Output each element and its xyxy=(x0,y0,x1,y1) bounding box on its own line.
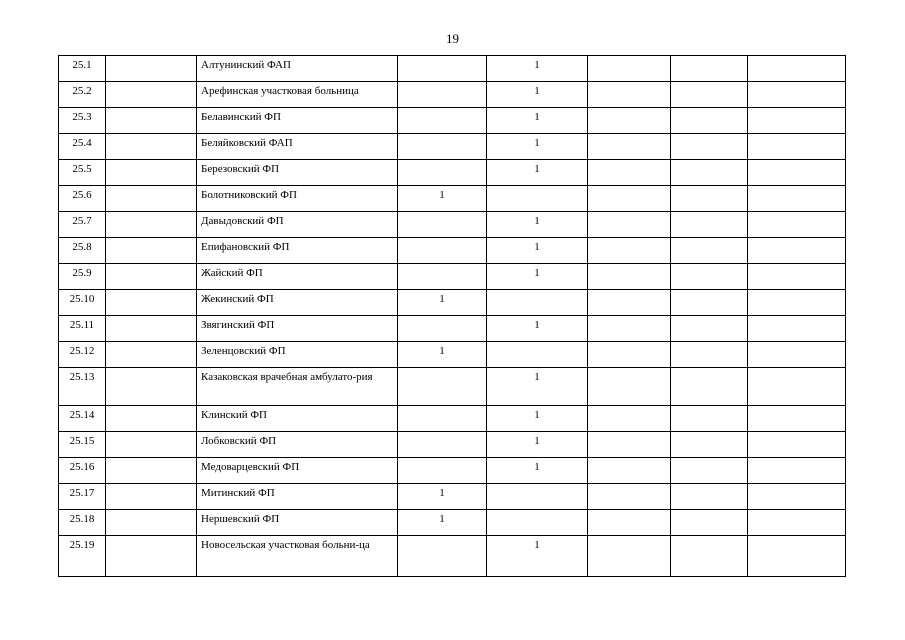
row-number-cell: 25.7 xyxy=(59,212,106,238)
table-row xyxy=(59,108,846,134)
empty-cell xyxy=(671,160,748,186)
value-cell-2 xyxy=(487,342,588,368)
empty-cell xyxy=(106,536,197,577)
value-cell-1 xyxy=(398,238,487,264)
value-cell-1: 1 xyxy=(398,484,487,510)
empty-cell xyxy=(748,290,846,316)
empty-cell xyxy=(106,368,197,406)
empty-cell xyxy=(671,186,748,212)
empty-cell xyxy=(588,432,671,458)
empty-cell xyxy=(748,432,846,458)
table-row xyxy=(59,536,846,577)
empty-cell xyxy=(588,290,671,316)
row-number-cell: 25.8 xyxy=(59,238,106,264)
empty-cell xyxy=(671,406,748,432)
empty-cell xyxy=(106,432,197,458)
row-number-cell: 25.3 xyxy=(59,108,106,134)
value-cell-1 xyxy=(398,134,487,160)
empty-cell xyxy=(671,290,748,316)
value-cell-1 xyxy=(398,160,487,186)
empty-cell xyxy=(671,134,748,160)
facility-name-cell: Беляйковский ФАП xyxy=(197,134,398,160)
value-cell-1 xyxy=(398,108,487,134)
table-row xyxy=(59,316,846,342)
empty-cell xyxy=(748,160,846,186)
value-cell-1: 1 xyxy=(398,186,487,212)
value-cell-2 xyxy=(487,484,588,510)
empty-cell xyxy=(671,368,748,406)
table-row xyxy=(59,484,846,510)
value-cell-1: 1 xyxy=(398,290,487,316)
facility-name-cell: Жайский ФП xyxy=(197,264,398,290)
empty-cell xyxy=(671,264,748,290)
empty-cell xyxy=(748,536,846,577)
empty-cell xyxy=(748,82,846,108)
empty-cell xyxy=(671,458,748,484)
empty-cell xyxy=(671,56,748,82)
empty-cell xyxy=(671,108,748,134)
row-number-cell: 25.2 xyxy=(59,82,106,108)
value-cell-2: 1 xyxy=(487,134,588,160)
facility-name-cell: Звягинский ФП xyxy=(197,316,398,342)
empty-cell xyxy=(748,316,846,342)
value-cell-1 xyxy=(398,212,487,238)
empty-cell xyxy=(588,212,671,238)
facility-name-cell: Медоварцевский ФП xyxy=(197,458,398,484)
value-cell-1 xyxy=(398,406,487,432)
facility-name-cell: Клинский ФП xyxy=(197,406,398,432)
empty-cell xyxy=(671,316,748,342)
row-number-cell: 25.6 xyxy=(59,186,106,212)
row-number-cell: 25.11 xyxy=(59,316,106,342)
table-row xyxy=(59,458,846,484)
empty-cell xyxy=(588,342,671,368)
empty-cell xyxy=(588,484,671,510)
table-row xyxy=(59,212,846,238)
empty-cell xyxy=(588,406,671,432)
facility-name-cell: Алтунинский ФАП xyxy=(197,56,398,82)
value-cell-1: 1 xyxy=(398,342,487,368)
empty-cell xyxy=(748,134,846,160)
empty-cell xyxy=(748,458,846,484)
row-number-cell: 25.13 xyxy=(59,368,106,406)
table-row xyxy=(59,56,846,82)
empty-cell xyxy=(748,264,846,290)
page-number: 19 xyxy=(446,31,459,46)
empty-cell xyxy=(106,290,197,316)
value-cell-2: 1 xyxy=(487,212,588,238)
value-cell-2: 1 xyxy=(487,432,588,458)
value-cell-1 xyxy=(398,56,487,82)
empty-cell xyxy=(671,82,748,108)
facility-name-cell: Жекинский ФП xyxy=(197,290,398,316)
empty-cell xyxy=(671,510,748,536)
value-cell-1 xyxy=(398,368,487,406)
value-cell-2: 1 xyxy=(487,238,588,264)
empty-cell xyxy=(106,134,197,160)
empty-cell xyxy=(106,212,197,238)
table-row xyxy=(59,342,846,368)
empty-cell xyxy=(588,368,671,406)
row-number-cell: 25.4 xyxy=(59,134,106,160)
value-cell-2: 1 xyxy=(487,368,588,406)
empty-cell xyxy=(748,406,846,432)
row-number-cell: 25.5 xyxy=(59,160,106,186)
value-cell-1 xyxy=(398,316,487,342)
table-row xyxy=(59,290,846,316)
empty-cell xyxy=(106,342,197,368)
table-row xyxy=(59,134,846,160)
facility-name-cell: Новосельская участковая больни-ца xyxy=(197,536,398,577)
value-cell-2: 1 xyxy=(487,316,588,342)
empty-cell xyxy=(588,186,671,212)
table-row xyxy=(59,186,846,212)
empty-cell xyxy=(671,432,748,458)
facility-name-cell: Болотниковский ФП xyxy=(197,186,398,212)
facility-name-cell: Березовский ФП xyxy=(197,160,398,186)
empty-cell xyxy=(106,82,197,108)
empty-cell xyxy=(588,134,671,160)
value-cell-1: 1 xyxy=(398,510,487,536)
empty-cell xyxy=(106,56,197,82)
row-number-cell: 25.12 xyxy=(59,342,106,368)
table-row xyxy=(59,238,846,264)
value-cell-2: 1 xyxy=(487,536,588,577)
empty-cell xyxy=(671,536,748,577)
table-body xyxy=(59,56,846,577)
value-cell-1 xyxy=(398,264,487,290)
table-row xyxy=(59,82,846,108)
empty-cell xyxy=(106,406,197,432)
facility-name-cell: Лобковский ФП xyxy=(197,432,398,458)
facility-name-cell: Казаковская врачебная амбулато-рия xyxy=(197,368,398,406)
empty-cell xyxy=(748,368,846,406)
empty-cell xyxy=(671,212,748,238)
row-number-cell: 25.10 xyxy=(59,290,106,316)
empty-cell xyxy=(106,264,197,290)
empty-cell xyxy=(748,484,846,510)
table-row xyxy=(59,406,846,432)
facility-name-cell: Нершевский ФП xyxy=(197,510,398,536)
empty-cell xyxy=(106,238,197,264)
empty-cell xyxy=(588,82,671,108)
value-cell-2: 1 xyxy=(487,82,588,108)
row-number-cell: 25.17 xyxy=(59,484,106,510)
empty-cell xyxy=(588,510,671,536)
row-number-cell: 25.1 xyxy=(59,56,106,82)
facilities-table xyxy=(58,55,846,577)
value-cell-2: 1 xyxy=(487,56,588,82)
value-cell-1 xyxy=(398,536,487,577)
table-row xyxy=(59,432,846,458)
facility-name-cell: Давыдовский ФП xyxy=(197,212,398,238)
empty-cell xyxy=(748,108,846,134)
facility-name-cell: Белавинский ФП xyxy=(197,108,398,134)
table-row xyxy=(59,160,846,186)
empty-cell xyxy=(671,342,748,368)
value-cell-1 xyxy=(398,458,487,484)
empty-cell xyxy=(588,160,671,186)
facility-name-cell: Митинский ФП xyxy=(197,484,398,510)
empty-cell xyxy=(106,316,197,342)
empty-cell xyxy=(588,108,671,134)
value-cell-2: 1 xyxy=(487,108,588,134)
facility-name-cell: Арефинская участковая больница xyxy=(197,82,398,108)
value-cell-2: 1 xyxy=(487,458,588,484)
empty-cell xyxy=(106,484,197,510)
value-cell-1 xyxy=(398,82,487,108)
empty-cell xyxy=(106,186,197,212)
empty-cell xyxy=(748,510,846,536)
value-cell-2 xyxy=(487,510,588,536)
empty-cell xyxy=(106,458,197,484)
empty-cell xyxy=(748,238,846,264)
empty-cell xyxy=(106,160,197,186)
value-cell-2 xyxy=(487,290,588,316)
empty-cell xyxy=(588,536,671,577)
facility-name-cell: Епифановский ФП xyxy=(197,238,398,264)
empty-cell xyxy=(748,56,846,82)
value-cell-1 xyxy=(398,432,487,458)
value-cell-2 xyxy=(487,186,588,212)
empty-cell xyxy=(588,316,671,342)
row-number-cell: 25.18 xyxy=(59,510,106,536)
empty-cell xyxy=(671,238,748,264)
empty-cell xyxy=(748,212,846,238)
empty-cell xyxy=(588,56,671,82)
row-number-cell: 25.15 xyxy=(59,432,106,458)
empty-cell xyxy=(588,458,671,484)
facility-name-cell: Зеленцовский ФП xyxy=(197,342,398,368)
empty-cell xyxy=(748,342,846,368)
row-number-cell: 25.16 xyxy=(59,458,106,484)
empty-cell xyxy=(106,510,197,536)
empty-cell xyxy=(671,484,748,510)
empty-cell xyxy=(106,108,197,134)
table-row xyxy=(59,510,846,536)
table-row xyxy=(59,368,846,406)
empty-cell xyxy=(588,238,671,264)
row-number-cell: 25.9 xyxy=(59,264,106,290)
empty-cell xyxy=(748,186,846,212)
empty-cell xyxy=(588,264,671,290)
row-number-cell: 25.14 xyxy=(59,406,106,432)
value-cell-2: 1 xyxy=(487,264,588,290)
value-cell-2: 1 xyxy=(487,406,588,432)
row-number-cell: 25.19 xyxy=(59,536,106,577)
table-row xyxy=(59,264,846,290)
value-cell-2: 1 xyxy=(487,160,588,186)
